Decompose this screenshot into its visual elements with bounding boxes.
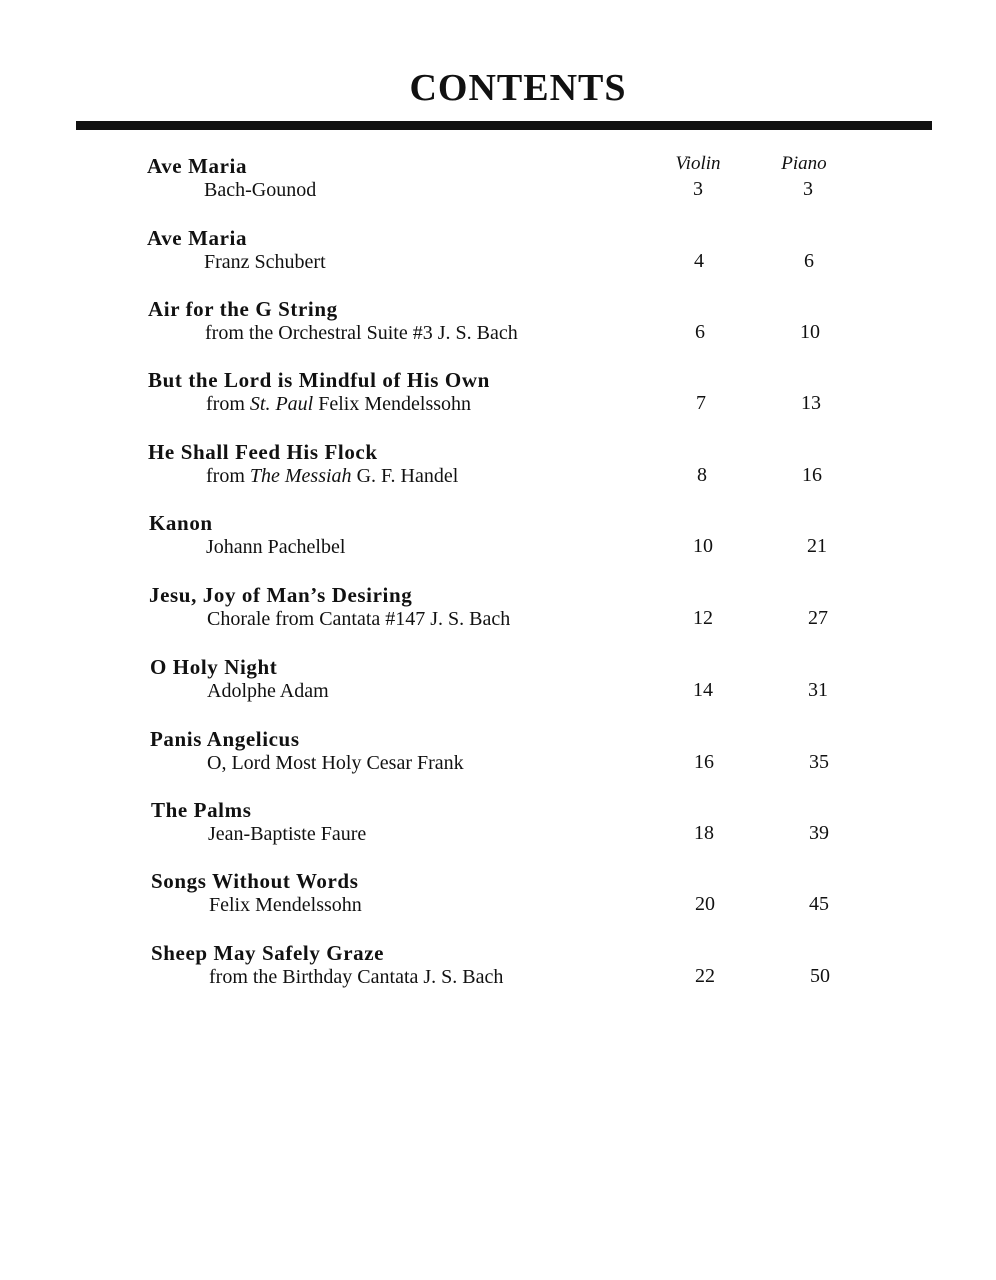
- violin-page-number: 8: [697, 464, 707, 486]
- title-divider: [76, 121, 932, 130]
- piano-page-number: 6: [804, 250, 814, 272]
- piece-subtitle: from the Birthday Cantata J. S. Bach: [209, 966, 504, 988]
- piano-page-number: 45: [809, 893, 829, 915]
- piano-page-number: 16: [802, 464, 822, 486]
- contents-entry: [0, 297, 996, 357]
- piece-title: Panis Angelicus: [150, 727, 300, 751]
- violin-column-header: Violin: [675, 153, 721, 174]
- piano-page-number: 39: [809, 822, 829, 844]
- piece-title: Ave Maria: [147, 226, 248, 250]
- violin-page-number: 7: [696, 392, 706, 414]
- contents-entry: [0, 655, 996, 715]
- piano-page-number: 10: [800, 321, 820, 343]
- violin-page-number: 3: [693, 178, 703, 200]
- piece-subtitle: Jean-Baptiste Faure: [208, 823, 367, 845]
- piece-title: But the Lord is Mindful of His Own: [148, 368, 490, 392]
- contents-entry: [0, 368, 996, 428]
- contents-entry: [0, 226, 996, 286]
- contents-entry: [0, 869, 996, 929]
- piece-title: Sheep May Safely Graze: [151, 941, 385, 965]
- piece-subtitle: Felix Mendelssohn: [209, 894, 362, 916]
- piece-title: Songs Without Words: [151, 869, 359, 893]
- piece-title: Ave Maria: [147, 154, 248, 178]
- violin-page-number: 18: [694, 822, 714, 844]
- contents-entry: [0, 727, 996, 787]
- contents-entry: [0, 440, 996, 500]
- violin-page-number: 6: [695, 321, 705, 343]
- violin-page-number: 4: [694, 250, 704, 272]
- piano-page-number: 50: [810, 965, 830, 987]
- piano-page-number: 3: [803, 178, 813, 200]
- violin-page-number: 22: [695, 965, 715, 987]
- violin-page-number: 16: [694, 751, 714, 773]
- piece-subtitle: Bach-Gounod: [204, 179, 317, 201]
- piano-page-number: 27: [808, 607, 828, 629]
- contents-entry: [0, 798, 996, 858]
- piece-title: Kanon: [149, 511, 213, 535]
- contents-entry: [0, 154, 996, 214]
- piece-subtitle: from St. Paul Felix Mendelssohn: [206, 393, 472, 415]
- violin-page-number: 12: [693, 607, 713, 629]
- contents-entry: [0, 511, 996, 571]
- page-title: CONTENTS: [409, 67, 627, 109]
- piano-page-number: 31: [808, 679, 828, 701]
- contents-entry: [0, 941, 996, 1001]
- piano-page-number: 35: [809, 751, 829, 773]
- violin-page-number: 14: [693, 679, 713, 701]
- piece-subtitle: Johann Pachelbel: [206, 536, 346, 558]
- violin-page-number: 10: [693, 535, 713, 557]
- piece-title: Jesu, Joy of Man’s Desiring: [149, 583, 413, 607]
- piece-subtitle: Adolphe Adam: [207, 680, 329, 702]
- piece-title: O Holy Night: [150, 655, 278, 679]
- piece-title: He Shall Feed His Flock: [148, 440, 378, 464]
- piece-subtitle: O, Lord Most Holy Cesar Frank: [207, 752, 464, 774]
- piece-subtitle: from The Messiah G. F. Handel: [206, 465, 459, 487]
- violin-page-number: 20: [695, 893, 715, 915]
- piano-page-number: 21: [807, 535, 827, 557]
- piece-subtitle: from the Orchestral Suite #3 J. S. Bach: [205, 322, 518, 344]
- piece-subtitle: Chorale from Cantata #147 J. S. Bach: [207, 608, 511, 630]
- contents-entry: [0, 583, 996, 643]
- piece-title: Air for the G String: [148, 297, 338, 321]
- piano-column-header: Piano: [781, 153, 827, 174]
- piece-title: The Palms: [151, 798, 252, 822]
- piece-subtitle: Franz Schubert: [204, 251, 326, 273]
- piano-page-number: 13: [801, 392, 821, 414]
